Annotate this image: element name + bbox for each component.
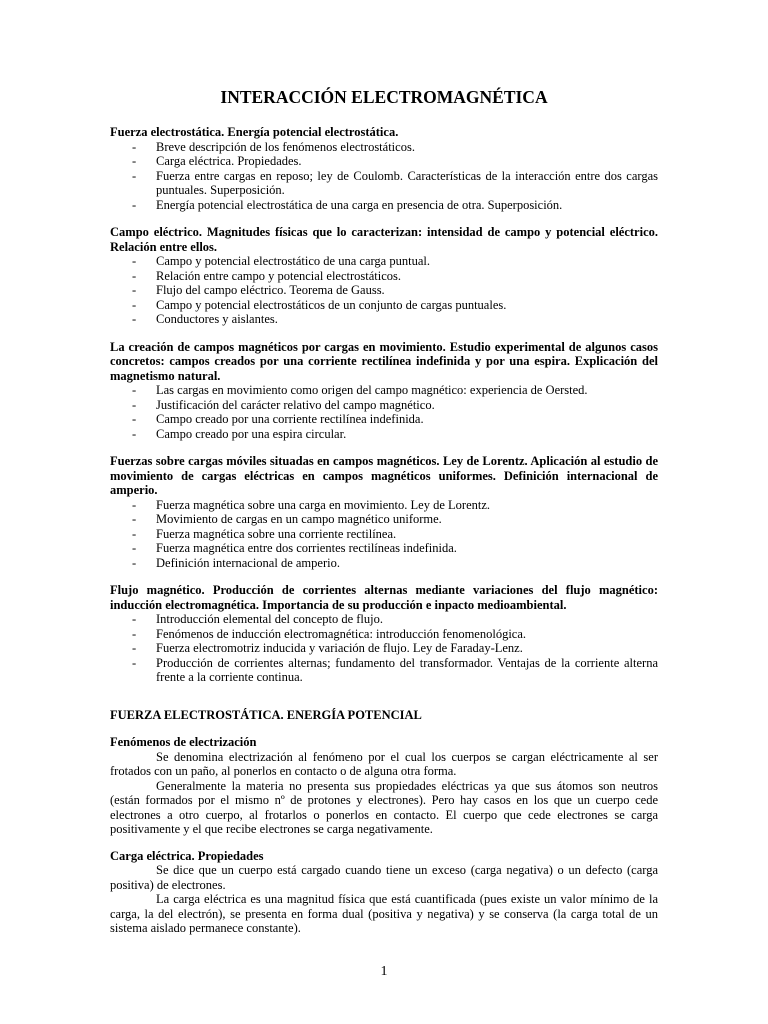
dash-bullet: - (132, 555, 137, 570)
topic-item-text: Las cargas en movimiento como origen del campo magnético: experiencia de Oersted. (156, 383, 588, 397)
dash-bullet: - (132, 154, 137, 168)
topic-list (110, 612, 658, 685)
topic-item (110, 498, 658, 513)
topic-item (110, 612, 658, 627)
topic-item-text: Energía potencial electrostática de una carga en presencia de otra. Superposición. (156, 197, 563, 212)
paragraph: Se denomina electrización al fenómeno por el cual los cuerpos se cargan eléctricamente al ser frotados con un paño, al ponerlos en contacto o de alguna otra forma. (110, 749, 658, 778)
topic-item (110, 198, 658, 213)
dash-bullet: - (132, 512, 137, 526)
paragraph: Generalmente la materia no presenta sus propiedades eléctricas ya que sus átomos son neutros (están formados por el mismo nº de protones y electrones). Pero hay casos en los que un cuerpo cede electrones a otro cuerpo, al frotarlos o ponerlos en contacto. El cuerpo que cede electrones se carga positivamente y el que recibe electrones se carga negativamente. (110, 778, 658, 836)
topic-item-text: Fuerza magnética entre dos corrientes rectilíneas indefinida. (156, 541, 457, 555)
topic-item (110, 298, 658, 313)
syllabus-sections (110, 125, 658, 685)
dash-bullet: - (132, 383, 137, 397)
syllabus-section (110, 125, 658, 212)
syllabus-section (110, 225, 658, 327)
topic-item (110, 527, 658, 542)
topic-item-text: Relación entre campo y potencial electrostáticos. (156, 268, 402, 283)
topic-item-text: Conductores y aislantes. (156, 312, 278, 326)
dash-bullet: - (132, 526, 137, 541)
section-heading: Campo eléctrico. Magnitudes físicas que lo caracterizan: intensidad de campo y potencial eléctrico. Relación entre ellos. (110, 225, 658, 254)
dash-bullet: - (132, 168, 137, 183)
topic-item-text: Fenómenos de inducción electromagnética: introducción fenomenológica. (156, 626, 527, 641)
topic-item-text: Introducción elemental del concepto de flujo. (156, 612, 383, 626)
dash-bullet: - (132, 197, 137, 212)
topic-item (110, 283, 658, 298)
topic-item-text: Fuerza electromotriz inducida y variación de flujo. Ley de Faraday-Lenz. (156, 641, 523, 655)
topic-item (110, 254, 658, 269)
dash-bullet: - (132, 412, 137, 426)
section-heading: La creación de campos magnéticos por cargas en movimiento. Estudio experimental de algunos casos concretos: campos creados por una corriente rectilínea indefinida y por una espira. Explicación del magnetismo natural. (110, 339, 658, 383)
dash-bullet: - (132, 139, 137, 154)
topic-item (110, 512, 658, 527)
dash-bullet: - (132, 297, 137, 312)
topic-item (110, 169, 658, 198)
topic-item (110, 656, 658, 685)
topic-list (110, 383, 658, 441)
part-title: FUERZA ELECTROSTÁTICA. ENERGÍA POTENCIAL (110, 707, 422, 722)
topic-list (110, 498, 658, 571)
topic-item-text: Carga eléctrica. Propiedades. (156, 154, 302, 168)
topic-item-text: Producción de corrientes alternas; fundamento del transformador. Ventajas de la corriente alterna frente a la corriente continua. (156, 655, 658, 684)
topic-list (110, 254, 658, 327)
dash-bullet: - (132, 268, 137, 283)
topic-item-text: Fuerza magnética sobre una carga en movimiento. Ley de Lorentz. (156, 497, 491, 512)
topic-list (110, 140, 658, 213)
topic-item (110, 140, 658, 155)
dash-bullet: - (132, 612, 137, 626)
section-heading: Fuerza electrostática. Energía potencial electrostática. (110, 125, 399, 139)
dash-bullet: - (132, 397, 137, 412)
subsection-heading: Carga eléctrica. Propiedades (110, 848, 264, 863)
paragraph: La carga eléctrica es una magnitud física que está cuantificada (pues existe un valor mínimo de la carga, la del electrón), se presenta en forma dual (positiva y negativa) y se conserva (la carga total de un sistema aislado permanece constante). (110, 892, 658, 935)
content-subsections (110, 735, 658, 936)
topic-item (110, 627, 658, 642)
topic-item (110, 541, 658, 556)
topic-item-text: Breve descripción de los fenómenos electrostáticos. (156, 139, 415, 154)
topic-item-text: Fuerza entre cargas en reposo; ley de Coulomb. Características de la interacción entre dos cargas puntuales. Superposición. (156, 168, 658, 197)
topic-item-text: Campo creado por una corriente rectilínea indefinida. (156, 412, 424, 426)
dash-bullet: - (132, 541, 137, 555)
topic-item (110, 641, 658, 656)
document-body (110, 86, 658, 948)
subsection (110, 849, 658, 936)
paragraph: Se dice que un cuerpo está cargado cuando tiene un exceso (carga negativa) o un defecto (carga positiva) de electrones. (110, 863, 658, 892)
subsection-heading: Fenómenos de electrización (110, 735, 257, 749)
topic-item-text: Justificación del carácter relativo del campo magnético. (156, 397, 435, 412)
topic-item (110, 556, 658, 571)
topic-item (110, 269, 658, 284)
topic-item-text: Fuerza magnética sobre una corriente rectilínea. (156, 526, 397, 541)
topic-item-text: Campo y potencial electrostáticos de un conjunto de cargas puntuales. (156, 297, 507, 312)
topic-item (110, 154, 658, 169)
dash-bullet: - (132, 254, 137, 268)
dash-bullet: - (132, 641, 137, 655)
dash-bullet: - (132, 312, 137, 326)
page-number: 1 (380, 964, 388, 979)
document-title: INTERACCIÓN ELECTROMAGNÉTICA (220, 87, 548, 107)
dash-bullet: - (132, 497, 137, 512)
dash-bullet: - (132, 626, 137, 641)
topic-item (110, 383, 658, 398)
syllabus-section (110, 340, 658, 442)
topic-item (110, 427, 658, 442)
topic-item (110, 398, 658, 413)
section-heading: Flujo magnético. Producción de corrientes alternas mediante variaciones del flujo magnético: inducción electromagnética. Importancia de su producción e inpacto medioambiental. (110, 583, 658, 612)
dash-bullet: - (132, 426, 137, 441)
topic-item (110, 412, 658, 427)
dash-bullet: - (132, 283, 137, 297)
syllabus-section (110, 454, 658, 570)
section-heading: Fuerzas sobre cargas móviles situadas en campos magnéticos. Ley de Lorentz. Aplicación al estudio de movimiento de cargas eléctricas en campos magnéticos uniformes. Definición internacional de amperio. (110, 454, 658, 497)
topic-item-text: Campo creado por una espira circular. (156, 426, 347, 441)
topic-item-text: Campo y potencial electrostático de una carga puntual. (156, 254, 430, 268)
topic-item-text: Definición internacional de amperio. (156, 555, 340, 570)
syllabus-section (110, 583, 658, 685)
topic-item-text: Movimiento de cargas en un campo magnético uniforme. (156, 512, 442, 526)
dash-bullet: - (132, 655, 137, 670)
topic-item (110, 312, 658, 327)
subsection (110, 735, 658, 837)
topic-item-text: Flujo del campo eléctrico. Teorema de Gauss. (156, 283, 385, 297)
